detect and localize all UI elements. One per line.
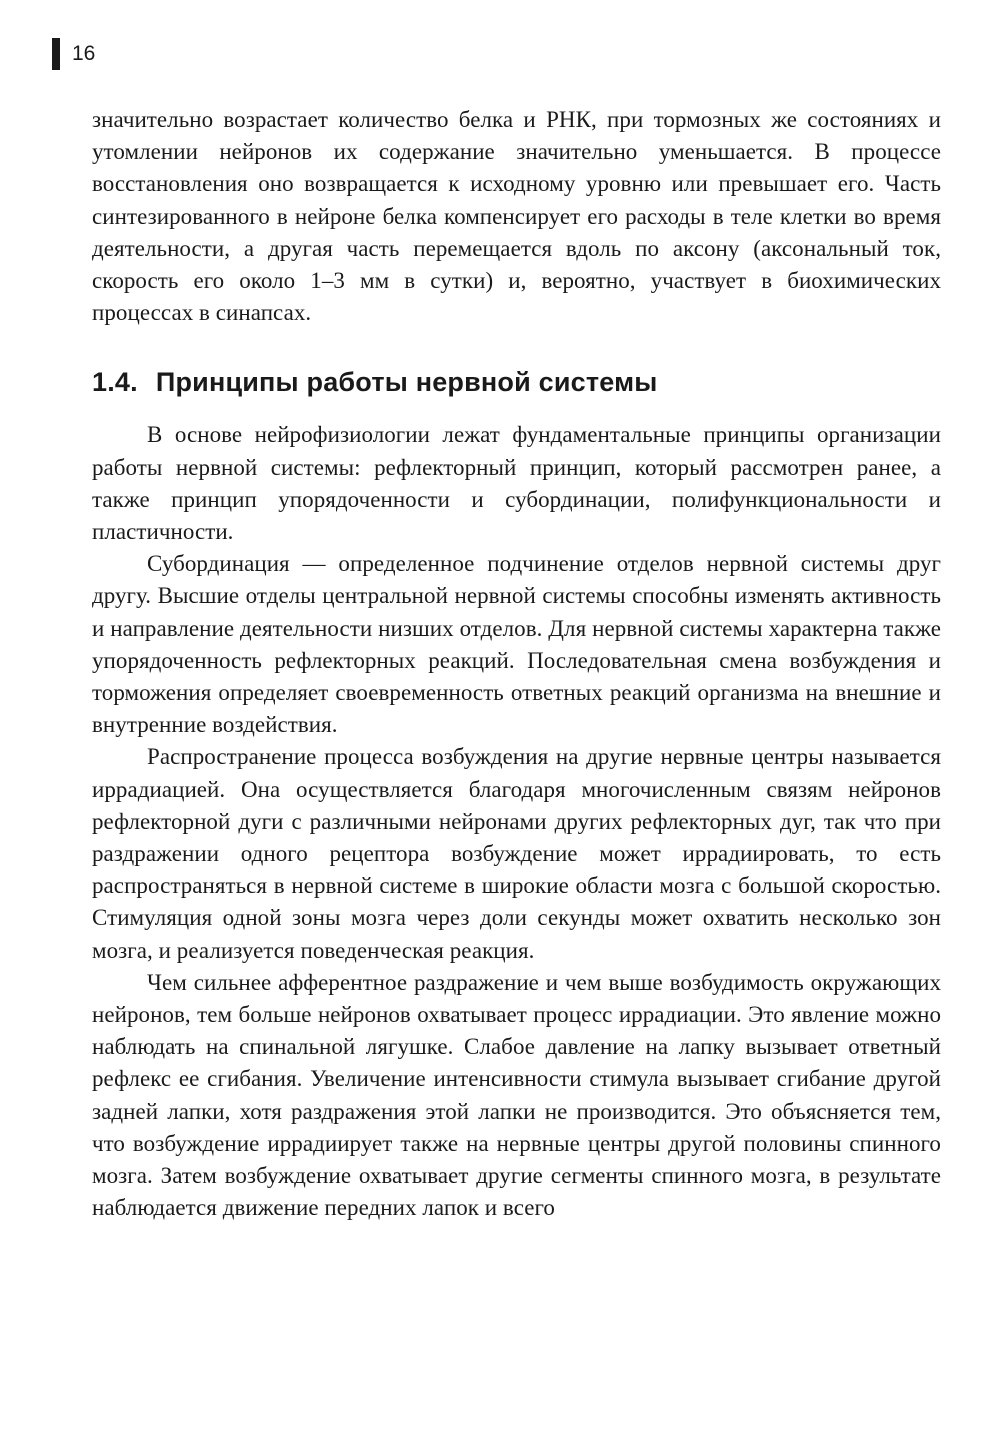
section-number: 1.4. bbox=[92, 367, 138, 398]
section-heading bbox=[92, 365, 941, 399]
intro-paragraph: значительно возрастает количество белка и РНК, при тормозных же состояниях и утомлении нейронов их содержание значительно уменьшается. В процессе восстановления оно возвращается к исходному уровню или превышает его. Часть синтезированного в нейроне белка компенсирует его расходы в теле клетки во время деятельности, а другая часть перемещается вдоль по аксону (аксональный ток, скорость его около 1–3 мм в сутки) и, вероятно, участвует в биохимических процессах в синапсах. bbox=[92, 107, 941, 326]
header-bar-marker bbox=[52, 38, 60, 70]
page-body bbox=[92, 104, 941, 1225]
paragraph-frog-experiment: Чем сильнее афферентное раздражение и чем выше возбудимость окружающих нейронов, тем больше нейронов охватывает процесс иррадиации. Это явление можно наблюдать на спинальной лягушке. Слабое давление на лапку вызывает ответный рефлекс ее сгибания. Увеличение интенсивности стимула вызывает сгибание другой задней лапки, хотя раздражения этой лапки не производится. Это объясняется тем, что возбуждение иррадиирует также на нервные центры другой половины спинного мозга. Затем возбуждение охватывает другие сегменты спинного мозга, в результате наблюдается движение передних лапок и всего bbox=[92, 969, 941, 1221]
page-number: 16 bbox=[72, 42, 96, 65]
paragraph-subordination: Субординация — определенное подчинение отделов нервной системы друг другу. Высшие отделы центральной нервной системы способны изменять активность и направление деятельности низших отделов. Для нервной системы характерна также упорядоченность рефлекторных реакций. Последовательная смена возбуждения и торможения определяет своевременность ответных реакций организма на внешние и внутренние воздействия. bbox=[92, 551, 941, 738]
paragraph-irradiation: Распространение процесса возбуждения на другие нервные центры называется иррадиацией. Она осуществляется благодаря многочисленным связям нейронов рефлекторной дуги с различными нейронами других рефлекторных дуг, так что при раздражении одного рецептора возбуждение может иррадиировать, то есть распространяться в нервной системе в широкие области мозга с большой скоростью. Стимуляция одной зоны мозга через доли секунды может охватить несколько зон мозга, и реализуется поведенческая реакция. bbox=[92, 744, 941, 963]
page-header bbox=[52, 36, 95, 72]
section-title: Принципы работы нервной системы bbox=[155, 367, 658, 398]
paragraph-principles: В основе нейрофизиологии лежат фундаментальные принципы организации работы нервной системы: рефлекторный принцип, который рассмотрен ранее, а также принцип упорядоченности и субординации, полифункциональности и пластичности. bbox=[92, 422, 941, 545]
